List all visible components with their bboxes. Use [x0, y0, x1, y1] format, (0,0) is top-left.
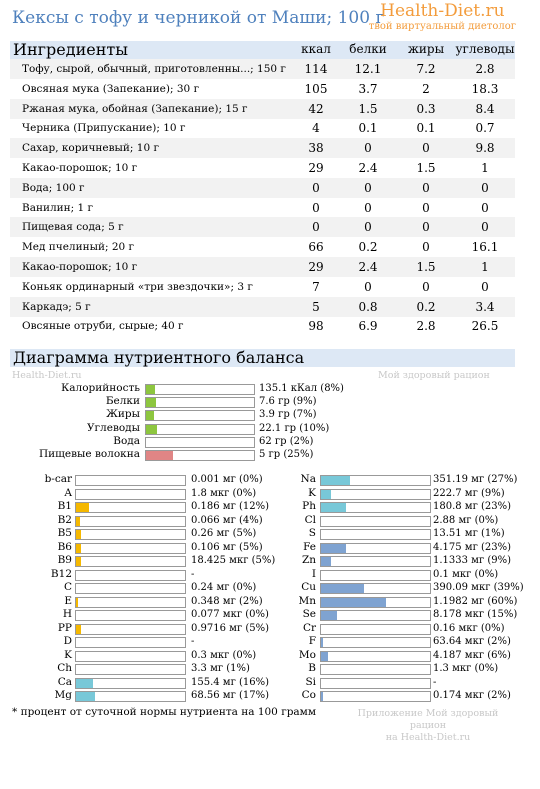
vitamin-label: B2	[57, 513, 72, 526]
ingredient-protein: 0.8	[358, 299, 378, 314]
ingredient-kcal: 4	[312, 121, 320, 136]
vitamin-label: PP	[57, 621, 72, 634]
ingredient-fat: 0.2	[416, 299, 436, 314]
mineral-bar-fill	[321, 652, 328, 661]
vitamin-bar	[75, 678, 186, 689]
ingredient-row	[10, 138, 515, 158]
ingredient-protein: 12.1	[354, 62, 382, 76]
balance-label: Пищевые волокна	[39, 448, 140, 460]
mineral-bar-fill	[321, 692, 323, 701]
vitamin-label: A	[64, 486, 72, 499]
vitamin-bar	[75, 489, 186, 500]
ingredient-carbs: 8.4	[475, 101, 495, 116]
vitamin-bar-fill	[76, 625, 81, 634]
ingredient-row	[10, 59, 515, 79]
vitamin-bar	[75, 597, 186, 608]
mineral-value: 390.09 мкг (39%)	[433, 582, 524, 593]
ingredient-row	[10, 99, 515, 119]
mineral-label: I	[311, 567, 316, 580]
ingredient-kcal: 0	[312, 200, 320, 215]
mineral-value: 351.19 мг (27%)	[433, 474, 518, 485]
vitamin-value: 3.3 мг (1%)	[191, 663, 250, 674]
ingredient-name: Тофу, сырой, обычный, приготовленны...; 150 г	[22, 63, 286, 75]
mineral-bar	[320, 529, 431, 540]
ingredient-name: Овсяные отруби, сырые; 40 г	[22, 320, 184, 333]
ingredient-carbs: 0	[481, 180, 489, 195]
ingredient-carbs: 3.4	[475, 299, 495, 314]
ingredient-kcal: 29	[308, 161, 324, 175]
ingredient-kcal: 66	[308, 240, 324, 255]
ingredient-name: Коньяк ординарный «три звездочки»; 3 г	[22, 280, 253, 293]
brand-name: Health-Diet.ru	[380, 1, 505, 21]
footer-brand	[348, 708, 508, 744]
mineral-value: 13.51 мг (1%)	[433, 528, 505, 539]
ingredient-protein: 0	[364, 180, 372, 195]
diagram-header	[10, 349, 515, 367]
ingredient-fat: 0	[422, 220, 430, 235]
mineral-label: B	[308, 662, 316, 674]
ingredient-protein: 0	[364, 220, 372, 235]
ingredient-row	[10, 158, 515, 178]
ingredient-name: Каркадэ; 5 г	[22, 300, 91, 313]
vitamin-label: b-car	[44, 473, 72, 485]
vitamin-value: 68.56 мг (17%)	[191, 690, 270, 701]
balance-bar-fill	[146, 451, 173, 460]
ingredient-fat: 0.1	[416, 121, 436, 136]
ingredient-kcal: 38	[308, 141, 324, 156]
vitamin-bar	[75, 624, 186, 635]
vitamin-value: 1.8 мкг (0%)	[191, 487, 257, 499]
balance-bar-fill	[146, 411, 154, 420]
ingredient-name: Овсяная мука (Запекание); 30 г	[22, 82, 200, 95]
ingredient-kcal: 105	[304, 81, 328, 96]
balance-bar	[145, 424, 255, 435]
mineral-label: Cl	[304, 513, 316, 526]
mineral-value: 0.1 мкг (0%)	[433, 568, 499, 580]
vitamin-label: B5	[57, 527, 72, 539]
ingredients-header	[10, 41, 515, 59]
ingredient-row	[10, 277, 515, 297]
mineral-bar-fill	[321, 503, 346, 512]
mineral-label: Cr	[302, 621, 316, 634]
ingredient-kcal: 42	[308, 101, 324, 116]
ingredient-row	[10, 198, 515, 218]
mineral-bar-fill	[321, 530, 322, 539]
watermark-left: Health-Diet.ru	[12, 370, 82, 381]
vitamin-value: 0.24 мг (0%)	[191, 582, 257, 593]
vitamin-value: 0.26 мг (5%)	[191, 528, 257, 539]
vitamin-label: B6	[57, 540, 72, 553]
vitamin-bar	[75, 556, 186, 567]
vitamin-label: B9	[57, 554, 72, 566]
mineral-label: S	[308, 527, 316, 539]
vitamin-bar	[75, 570, 186, 581]
mineral-bar	[320, 570, 431, 581]
mineral-label: Mo	[298, 648, 316, 661]
balance-value: 22.1 гр (10%)	[259, 422, 330, 434]
vitamin-bar-fill	[76, 544, 81, 553]
mineral-label: Cu	[301, 581, 316, 593]
ingredient-protein: 0.2	[358, 240, 378, 255]
vitamin-value: 0.186 мг (12%)	[191, 501, 270, 512]
ingredient-row	[10, 217, 515, 237]
ingredient-row	[10, 79, 515, 99]
ingredient-protein: 1.5	[358, 101, 378, 116]
balance-value: 135.1 кКал (8%)	[259, 383, 344, 394]
ingredient-carbs: 0	[481, 220, 489, 235]
mineral-bar-fill	[321, 638, 323, 647]
ingredient-kcal: 7	[312, 279, 320, 294]
balance-bar-fill	[146, 385, 155, 394]
brand-logo[interactable]	[369, 2, 516, 33]
mineral-bar	[320, 597, 431, 608]
vitamin-bar	[75, 516, 186, 527]
vitamin-bar	[75, 651, 186, 662]
mineral-bar-fill	[321, 476, 350, 485]
mineral-value: 0.174 мкг (2%)	[433, 690, 511, 701]
ingredient-fat: 7.2	[416, 62, 436, 76]
ingredient-carbs: 1	[481, 260, 489, 274]
ingredient-row	[10, 178, 515, 198]
balance-bar	[145, 450, 255, 461]
vitamin-bar-fill	[76, 557, 81, 566]
ingredient-row	[10, 257, 515, 277]
recipe-title: Кексы с тофу и черникой от Маши; 100 г	[12, 8, 385, 28]
watermark-right: Мой здоровый рацион	[378, 370, 490, 381]
mineral-label: Fe	[303, 540, 316, 553]
ingredient-fat: 0.3	[416, 101, 436, 116]
ingredients-title: Ингредиенты	[13, 40, 128, 59]
mineral-bar	[320, 543, 431, 554]
mineral-label: K	[308, 486, 316, 499]
mineral-bar	[320, 678, 431, 689]
ingredient-row	[10, 316, 515, 336]
mineral-bar-fill	[321, 490, 331, 499]
vitamin-label: H	[62, 608, 72, 620]
ingredient-protein: 0	[364, 141, 372, 156]
col-protein: белки	[349, 42, 387, 56]
vitamin-value: 0.106 мг (5%)	[191, 541, 263, 553]
mineral-value: 0.16 мкг (0%)	[433, 622, 505, 634]
ingredient-carbs: 0	[481, 200, 489, 215]
mineral-bar	[320, 610, 431, 621]
mineral-label: Mn	[298, 594, 316, 607]
vitamin-bar	[75, 502, 186, 513]
vitamin-value: 0.077 мкг (0%)	[191, 609, 269, 620]
vitamin-bar-fill	[76, 598, 78, 607]
vitamin-value: -	[191, 636, 195, 647]
ingredient-carbs: 9.8	[475, 141, 495, 156]
brand-tagline: твой виртуальный диетолог	[368, 21, 516, 32]
mineral-label: Zn	[301, 554, 316, 566]
balance-label: Углеводы	[86, 421, 140, 434]
ingredient-name: Пищевая сода; 5 г	[22, 221, 124, 234]
mineral-bar-fill	[321, 544, 346, 553]
vitamin-label: B12	[50, 567, 72, 580]
balance-value: 62 гр (2%)	[259, 435, 314, 447]
vitamin-bar	[75, 583, 186, 594]
balance-bar-fill	[146, 425, 157, 434]
ingredient-name: Ванилин; 1 г	[22, 201, 94, 214]
vitamin-bar-fill	[76, 692, 95, 701]
vitamin-label: B1	[57, 500, 72, 512]
mineral-bar	[320, 475, 431, 486]
ingredient-protein: 0	[364, 279, 372, 294]
ingredient-kcal: 29	[308, 260, 324, 274]
ingredient-name: Мед пчелиный; 20 г	[22, 241, 135, 254]
ingredient-kcal: 0	[312, 180, 320, 195]
mineral-bar-fill	[321, 598, 386, 607]
ingredient-row	[10, 297, 515, 317]
vitamin-value: 0.3 мкг (0%)	[191, 649, 257, 661]
vitamin-bar	[75, 637, 186, 648]
balance-label: Калорийность	[61, 382, 140, 394]
vitamin-value: 155.4 мг (16%)	[191, 676, 270, 688]
mineral-value: 1.3 мкг (0%)	[433, 663, 499, 674]
diagram-title: Диаграмма нутриентного баланса	[13, 348, 305, 367]
ingredient-fat: 1.5	[416, 260, 436, 274]
vitamin-value: 0.348 мг (2%)	[191, 595, 263, 607]
ingredient-kcal: 114	[304, 62, 328, 76]
footer-brand-line1: Приложение Мой здоровый рацион	[357, 708, 499, 731]
balance-value: 3.9 гр (7%)	[259, 409, 317, 421]
vitamin-bar-fill	[76, 517, 80, 526]
ingredient-protein: 2.4	[358, 161, 378, 175]
ingredient-name: Ржаная мука, обойная (Запекание); 15 г	[22, 102, 248, 115]
mineral-label: Na	[300, 473, 316, 485]
mineral-value: 222.7 мг (9%)	[433, 487, 505, 499]
balance-label: Вода	[113, 434, 140, 447]
vitamin-bar	[75, 529, 186, 540]
mineral-bar	[320, 691, 431, 702]
ingredient-protein: 2.4	[358, 260, 378, 274]
mineral-bar	[320, 664, 431, 675]
mineral-value: 4.187 мкг (6%)	[433, 649, 511, 661]
vitamin-bar-fill	[76, 503, 89, 512]
balance-bar	[145, 437, 255, 448]
balance-value: 7.6 гр (9%)	[259, 396, 317, 408]
ingredient-fat: 2.8	[416, 319, 436, 334]
ingredient-name: Сахар, коричневый; 10 г	[22, 142, 159, 155]
ingredient-protein: 0	[364, 200, 372, 215]
balance-bar	[145, 410, 255, 421]
vitamin-bar	[75, 691, 186, 702]
ingredient-kcal: 5	[312, 299, 320, 314]
balance-bar	[145, 397, 255, 408]
ingredient-name: Черника (Припускание); 10 г	[22, 122, 186, 135]
mineral-label: F	[308, 635, 316, 647]
mineral-bar	[320, 651, 431, 662]
ingredient-fat: 0	[422, 279, 430, 294]
vitamin-label: C	[63, 581, 72, 593]
vitamin-value: 0.066 мг (4%)	[191, 514, 263, 526]
mineral-label: Si	[305, 675, 316, 688]
mineral-bar	[320, 583, 431, 594]
mineral-value: 180.8 мг (23%)	[433, 501, 512, 512]
vitamin-bar	[75, 475, 186, 486]
ingredient-carbs: 0	[481, 279, 489, 294]
ingredient-kcal: 0	[312, 220, 320, 235]
ingredient-carbs: 18.3	[471, 81, 499, 96]
mineral-label: Se	[302, 608, 316, 620]
ingredient-fat: 0	[422, 240, 430, 255]
mineral-value: 1.1333 мг (9%)	[433, 555, 512, 566]
ingredient-name: Какао-порошок; 10 г	[22, 261, 138, 273]
ingredient-row	[10, 237, 515, 257]
balance-label: Белки	[105, 395, 140, 408]
vitamin-bar	[75, 664, 186, 675]
ingredient-protein: 6.9	[358, 319, 378, 334]
ingredient-fat: 0	[422, 200, 430, 215]
balance-bar-fill	[146, 398, 156, 407]
vitamin-label: K	[64, 648, 72, 661]
balance-bar-fill	[146, 438, 148, 447]
ingredient-protein: 3.7	[358, 81, 378, 96]
mineral-bar	[320, 556, 431, 567]
vitamin-bar	[75, 543, 186, 554]
vitamin-bar-fill	[76, 679, 93, 688]
mineral-label: Ph	[302, 500, 316, 512]
ingredient-carbs: 0.7	[475, 121, 495, 136]
ingredient-protein: 0.1	[358, 121, 378, 136]
balance-value: 5 гр (25%)	[259, 449, 314, 460]
vitamin-value: -	[191, 568, 195, 580]
ingredient-row	[10, 118, 515, 138]
vitamin-label: Ca	[57, 675, 72, 688]
mineral-bar	[320, 624, 431, 635]
mineral-bar	[320, 637, 431, 648]
vitamin-value: 0.9716 мг (5%)	[191, 622, 270, 634]
ingredient-carbs: 1	[481, 161, 489, 175]
mineral-bar-fill	[321, 611, 337, 620]
vitamin-label: Ch	[57, 662, 72, 674]
mineral-value: 2.88 мг (0%)	[433, 514, 499, 526]
ingredient-carbs: 16.1	[471, 240, 499, 255]
mineral-bar	[320, 516, 431, 527]
ingredient-carbs: 26.5	[471, 319, 499, 334]
balance-bar	[145, 384, 255, 395]
ingredient-name: Вода; 100 г	[22, 181, 85, 194]
ingredient-fat: 2	[422, 81, 430, 96]
ingredient-name: Какао-порошок; 10 г	[22, 162, 138, 174]
vitamin-bar-fill	[76, 665, 77, 674]
mineral-value: 63.64 мкг (2%)	[433, 636, 511, 647]
col-fat: жиры	[407, 42, 445, 56]
mineral-bar-fill	[321, 584, 364, 593]
vitamin-bar-fill	[76, 530, 81, 539]
ingredient-fat: 1.5	[416, 161, 436, 175]
vitamin-value: 18.425 мкг (5%)	[191, 555, 276, 566]
vitamin-label: Mg	[54, 689, 72, 701]
col-kcal: ккал	[301, 42, 331, 56]
ingredient-kcal: 98	[308, 319, 324, 334]
ingredient-fat: 0	[422, 141, 430, 156]
mineral-value: 1.1982 мг (60%)	[433, 595, 518, 607]
mineral-bar-fill	[321, 557, 331, 566]
mineral-label: Co	[301, 689, 316, 701]
footnote: * процент от суточной нормы нутриента на 100 грамм	[12, 706, 317, 718]
vitamin-label: D	[63, 635, 72, 647]
mineral-value: 8.178 мкг (15%)	[433, 609, 518, 620]
footer-brand-line2: на Health-Diet.ru	[385, 732, 471, 743]
col-carbs: углеводы	[455, 42, 515, 56]
ingredient-carbs: 2.8	[475, 62, 495, 76]
ingredient-fat: 0	[422, 180, 430, 195]
vitamin-bar	[75, 610, 186, 621]
mineral-value: 4.175 мг (23%)	[433, 541, 512, 553]
vitamin-label: E	[64, 594, 72, 607]
mineral-value: -	[433, 676, 437, 688]
mineral-bar	[320, 489, 431, 500]
mineral-bar	[320, 502, 431, 513]
balance-label: Жиры	[106, 408, 140, 421]
vitamin-value: 0.001 мг (0%)	[191, 474, 263, 485]
